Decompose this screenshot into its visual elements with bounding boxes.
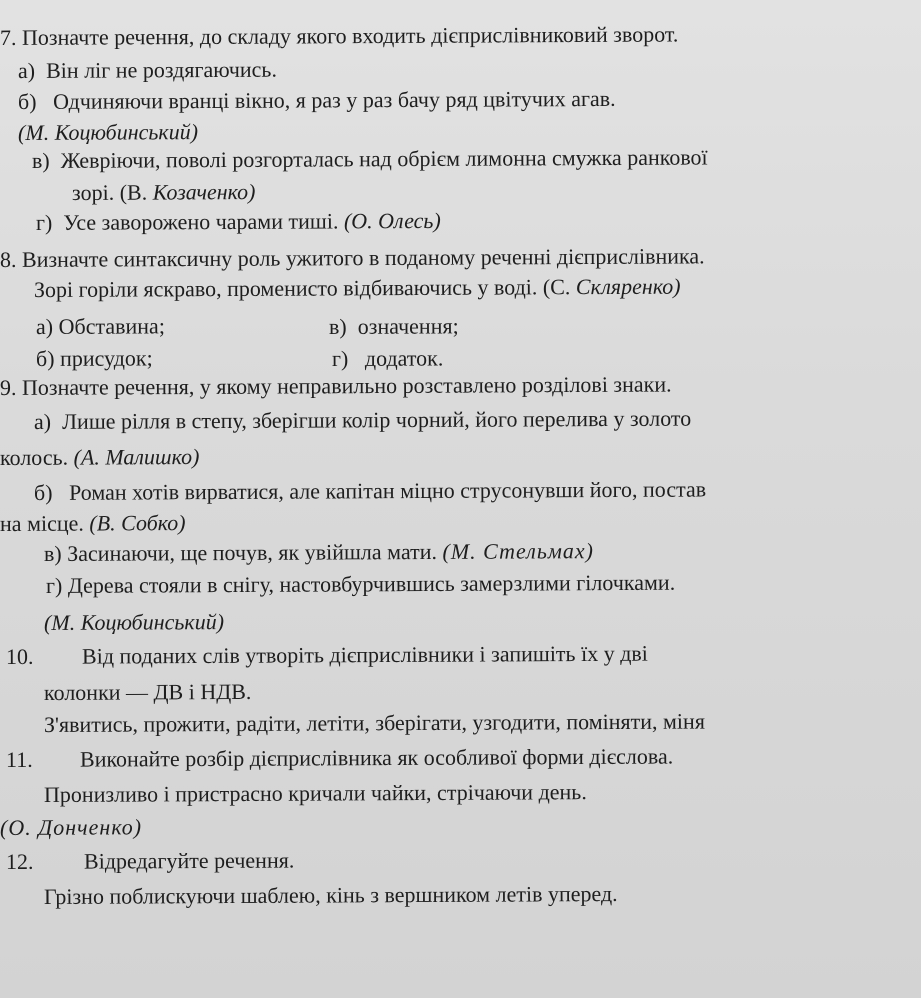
- task-7-question: [0, 20, 678, 52]
- option-text: Усе заворожено чарами тиші.: [63, 208, 344, 235]
- task-9-option-b-cont: [0, 509, 186, 538]
- task-number: 12.: [5, 848, 34, 874]
- task-10-question-cont: [44, 678, 252, 707]
- task-7-option-c-cont: [72, 178, 256, 207]
- option-text: на місце.: [0, 510, 90, 536]
- question-text: Позначте речення, до складу якого входить дієприслівниковий зворот.: [21, 21, 679, 50]
- task-10-words: [44, 708, 705, 739]
- task-9-option-d: [46, 569, 675, 600]
- task-12-question: [6, 846, 294, 876]
- task-11-sentence: [44, 778, 587, 809]
- option-text: Одчиняючи вранці вікно, я раз у раз бачу ряд цвітучих агав.: [52, 85, 616, 114]
- words-list: З'явитись, прожити, радіти, летіти, зберігати, узгодити, поміняти, міня: [43, 708, 705, 737]
- option-text: Роман хотів вирватися, але капітан міцно струсонувши його, постав: [68, 476, 707, 505]
- option-label: а): [35, 313, 54, 339]
- task-number: 10.: [5, 643, 34, 669]
- option-label: г): [331, 345, 349, 371]
- task-8-question: [0, 242, 705, 274]
- task-9-option-b: [34, 475, 706, 507]
- option-text: Він ліг не роздягаючись.: [46, 56, 277, 83]
- option-text: означення;: [357, 313, 459, 339]
- author: (О. Донченко): [0, 814, 143, 840]
- task-7-option-b-author: [18, 118, 198, 147]
- task-8-option-c: [329, 312, 459, 341]
- question-text: колонки — ДВ і НДВ.: [43, 678, 252, 705]
- option-text: Засинаючи, ще почув, як увійшла мати.: [67, 538, 443, 566]
- option-text: Жевріючи, поволі розгорталась над обрієм лимонна смужка ранкової: [60, 144, 708, 173]
- task-8-option-d: [332, 344, 443, 373]
- sentence-text: Зорі горіли яскраво, променисто відбиваючись у воді. (С.: [33, 274, 576, 302]
- task-7-option-b: [18, 85, 616, 116]
- option-label: в): [328, 313, 347, 339]
- task-number: 9.: [0, 374, 17, 400]
- question-text: Позначте речення, у якому неправильно розставлено розділові знаки.: [21, 371, 672, 400]
- author: Скляренко): [575, 273, 681, 300]
- task-7-option-a: [18, 56, 277, 85]
- sentence-text: Пронизливо і пристрасно кричали чайки, стрічаючи день.: [43, 779, 587, 807]
- option-text: Обставина;: [58, 313, 165, 339]
- task-7-option-d: [36, 207, 441, 237]
- sentence-text: Грізно поблискуючи шаблею, кінь з вершником летів уперед.: [43, 880, 618, 909]
- task-9-option-d-author: [44, 608, 224, 637]
- option-label: а): [17, 57, 36, 83]
- task-number: 8.: [0, 246, 17, 272]
- option-label: г): [45, 572, 63, 598]
- task-8-sentence: [34, 273, 681, 304]
- option-label: в): [43, 540, 62, 566]
- task-7-option-c: [32, 143, 708, 175]
- task-10-question: [6, 640, 648, 671]
- author: (М. Коцюбинський): [17, 119, 199, 145]
- task-number: 7.: [0, 24, 17, 50]
- task-8-option-a: [36, 312, 165, 341]
- question-text: Виконайте розбір дієприслівника як особливої форми дієслова.: [79, 743, 674, 772]
- option-text: присудок;: [59, 345, 153, 371]
- task-number: 11.: [5, 746, 33, 772]
- question-text: Від поданих слів утворіть дієприслівники і запишіть їх у дві: [81, 640, 648, 669]
- task-9-question: [0, 370, 672, 402]
- author: (М. Коцюбинський): [43, 609, 225, 635]
- task-9-option-a: [34, 405, 691, 436]
- option-label: б): [17, 88, 37, 114]
- task-8-option-b: [36, 344, 153, 373]
- option-label: а): [33, 408, 52, 434]
- task-11-author: [0, 813, 142, 842]
- option-text: зорі. (В.: [71, 179, 153, 205]
- question-text: Визначте синтаксичну роль ужитого в поданому реченні дієприслівника.: [21, 243, 705, 272]
- option-text: Лише рілля в степу, зберігши колір чорний, його перелива у золото: [62, 405, 692, 434]
- task-12-sentence: [44, 880, 618, 911]
- author: (В. Собко): [89, 510, 186, 536]
- option-text: додаток.: [364, 345, 444, 371]
- option-label: б): [33, 479, 53, 505]
- author: Козаченко): [152, 179, 256, 205]
- option-label: б): [35, 345, 55, 371]
- option-text: колось.: [0, 444, 74, 470]
- task-9-option-a-cont: [0, 443, 199, 472]
- author: (М. Стельмах): [442, 538, 595, 564]
- option-label: г): [35, 209, 53, 235]
- author: (А. Малишко): [73, 443, 200, 470]
- option-label: в): [31, 147, 50, 173]
- option-text: Дерева стояли в снігу, настовбурчившись замерзлими гілочками.: [67, 569, 676, 598]
- task-9-option-c: [44, 537, 594, 568]
- question-text: Відредагуйте речення.: [83, 847, 295, 874]
- author: (О. Олесь): [343, 207, 441, 234]
- task-11-question: [6, 743, 673, 774]
